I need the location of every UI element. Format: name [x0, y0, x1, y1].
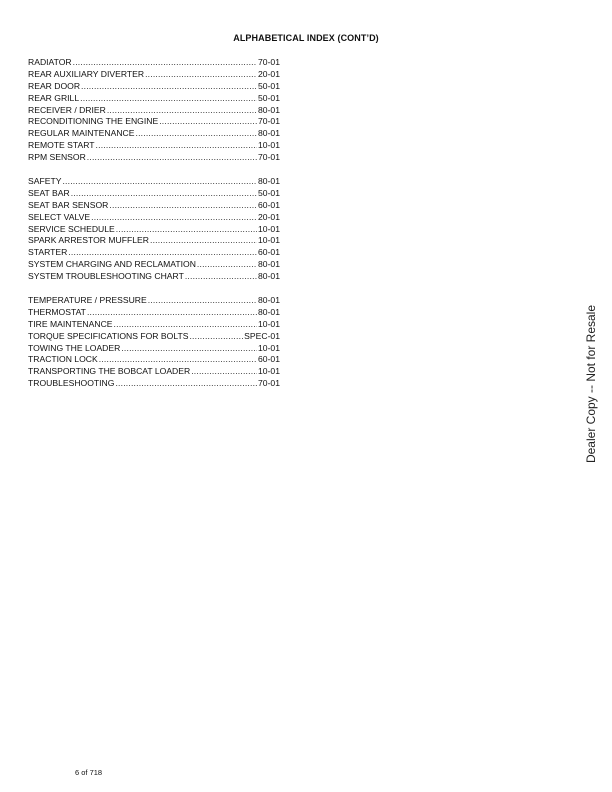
leader-dots: [185, 271, 257, 283]
leader-dots: [68, 247, 257, 259]
entry-page: 80-01: [258, 306, 280, 317]
index-entry: [28, 116, 280, 128]
leader-dots: [121, 343, 257, 355]
leader-dots: [71, 188, 257, 200]
entry-page: 10-01: [258, 140, 280, 151]
leader-dots: [115, 378, 257, 390]
leader-dots: [62, 176, 257, 188]
leader-dots: [114, 319, 258, 331]
entry-page: 60-01: [258, 247, 280, 258]
leader-dots: [191, 366, 257, 378]
leader-dots: [96, 140, 257, 152]
page-number: 6 of 718: [75, 768, 103, 777]
entry-name: SAFETY: [28, 176, 62, 187]
index-entry: [28, 128, 280, 140]
index-entry: [28, 200, 280, 212]
index-entry: [28, 247, 280, 259]
index-entry: [28, 212, 280, 224]
leader-dots: [91, 212, 257, 224]
entry-name: REAR GRILL: [28, 92, 80, 103]
leader-dots: [107, 105, 257, 117]
entry-page: 50-01: [258, 187, 280, 198]
entry-name: TIRE MAINTENANCE: [28, 318, 113, 329]
entry-name: RADIATOR: [28, 57, 72, 67]
entry-name: SYSTEM CHARGING AND RECLAMATION: [28, 259, 196, 270]
index-entry: [28, 331, 280, 343]
entry-name: TEMPERATURE / PRESSURE: [28, 295, 147, 306]
index-entry: [28, 105, 280, 117]
leader-dots: [109, 200, 257, 212]
index-group-s: [28, 176, 280, 283]
entry-page: 70-01: [258, 57, 280, 67]
entry-page: 80-01: [258, 295, 280, 306]
entry-page: 10-01: [258, 235, 280, 246]
leader-dots: [73, 57, 257, 69]
index-entry: [28, 295, 280, 307]
entry-page: 50-01: [258, 80, 280, 91]
entry-page: 60-01: [258, 354, 280, 365]
leader-dots: [197, 259, 257, 271]
entry-page: 70-01: [258, 378, 280, 389]
index-entry: [28, 93, 280, 105]
index-entry: [28, 319, 280, 331]
leader-dots: [150, 235, 257, 247]
entry-page: 10-01: [258, 366, 280, 377]
entry-page: 80-01: [258, 104, 280, 115]
index-entry: [28, 307, 280, 319]
entry-page: 70-01: [258, 116, 280, 127]
entry-page: 50-01: [258, 92, 280, 103]
entry-name: RPM SENSOR: [28, 152, 86, 163]
entry-name: SELECT VALVE: [28, 211, 91, 222]
index-entry: [28, 176, 280, 188]
entry-name: REGULAR MAINTENANCE: [28, 128, 135, 139]
index-entry: [28, 271, 280, 283]
entry-page: 20-01: [258, 211, 280, 222]
index-entry: [28, 354, 280, 366]
leader-dots: [87, 307, 257, 319]
alphabetical-index: [28, 57, 280, 402]
leader-dots: [99, 354, 257, 366]
entry-page: 80-01: [258, 271, 280, 282]
index-entry: [28, 140, 280, 152]
entry-page: 70-01: [258, 152, 280, 163]
dealer-copy-watermark: Dealer Copy -- Not for Resale: [584, 304, 598, 464]
page-title: ALPHABETICAL INDEX (CONT’D): [233, 33, 379, 43]
leader-dots: [135, 128, 257, 140]
entry-name: TORQUE SPECIFICATIONS FOR BOLTS: [28, 330, 189, 341]
index-entry: [28, 343, 280, 355]
entry-name: REAR DOOR: [28, 80, 81, 91]
leader-dots: [80, 93, 257, 105]
entry-page: SPEC-01: [244, 330, 280, 341]
entry-name: TROUBLESHOOTING: [28, 378, 115, 389]
entry-page: 60-01: [258, 199, 280, 210]
entry-page: 10-01: [258, 342, 280, 353]
index-entry: [28, 259, 280, 271]
index-entry: [28, 69, 280, 81]
entry-name: RECONDITIONING THE ENGINE: [28, 116, 159, 127]
leader-dots: [148, 295, 257, 307]
entry-name: TOWING THE LOADER: [28, 342, 121, 353]
index-group-r: [28, 57, 280, 164]
entry-page: 80-01: [258, 128, 280, 139]
entry-name: SERVICE SCHEDULE: [28, 223, 115, 234]
entry-name: SEAT BAR: [28, 187, 70, 198]
index-entry: [28, 366, 280, 378]
index-entry: [28, 224, 280, 236]
index-group-t: [28, 295, 280, 390]
leader-dots: [159, 116, 257, 128]
entry-name: STARTER: [28, 247, 68, 258]
entry-name: SYSTEM TROUBLESHOOTING CHART: [28, 271, 184, 282]
index-entry: [28, 152, 280, 164]
entry-page: 80-01: [258, 176, 280, 187]
entry-name: SEAT BAR SENSOR: [28, 199, 109, 210]
entry-name: REAR AUXILIARY DIVERTER: [28, 68, 145, 79]
index-entry: [28, 378, 280, 390]
entry-page: 80-01: [258, 259, 280, 270]
entry-name: SPARK ARRESTOR MUFFLER: [28, 235, 149, 246]
leader-dots: [116, 224, 257, 236]
index-entry: [28, 57, 280, 69]
leader-dots: [145, 69, 257, 81]
leader-dots: [81, 81, 257, 93]
entry-name: TRACTION LOCK: [28, 354, 98, 365]
entry-name: RECEIVER / DRIER: [28, 104, 106, 115]
entry-name: TRANSPORTING THE BOBCAT LOADER: [28, 366, 191, 377]
entry-page: 10-01: [258, 318, 280, 329]
index-entry: [28, 81, 280, 93]
entry-name: REMOTE START: [28, 140, 95, 151]
entry-page: 10-01: [258, 223, 280, 234]
leader-dots: [87, 152, 257, 164]
entry-name: THERMOSTAT: [28, 306, 86, 317]
index-entry: [28, 235, 280, 247]
entry-page: 20-01: [258, 68, 280, 79]
index-entry: [28, 188, 280, 200]
leader-dots: [189, 331, 243, 343]
